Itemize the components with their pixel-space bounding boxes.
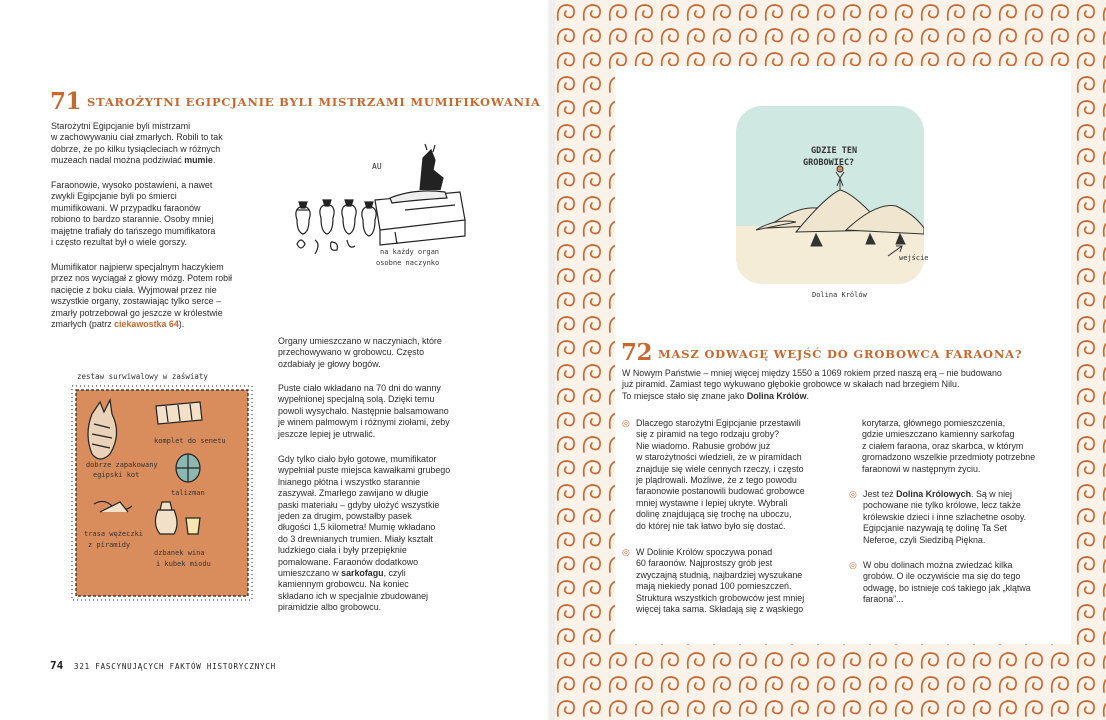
- bullet-icon: ◎: [622, 547, 630, 557]
- paragraph-tomb-structure-cont: korytarza, głównego pomieszczenia, gdzie umieszczano kamienny sarkofag z ciałem faraona, oraz skarbca, w którym gromadzono wszelkie przedmioty potrzebne faraonowi w następnym życiu.: [862, 418, 1036, 474]
- bullet-visit-tombs: ◎ W obu dolinach można zwiedzać kilka grobów. O ile oczywiście ma się do tego odwagę, bo istnieje coś takiego jak „klątwa faraona”...: [849, 560, 1031, 605]
- organ-note-line2: osobne naczynko: [376, 259, 440, 267]
- bullet-60-pharaohs: ◎ W Dolinie Królów spoczywa ponad 60 faraonów. Najprostszy grób jest zwyczajną studnią, najbardziej wyszukane mają niekiedy ponad 100 pomieszczeń. Struktura wszystkich grobowców jest mniej więcej taka sama. Składają się z wąskiego: [622, 547, 805, 615]
- valley-of-kings-illustration: [736, 106, 924, 284]
- paragraph-faraonowie: Faraonowie, wysoko postawieni, a nawet zwykli Egipcjanie byli po śmierci mumifikowani. W przypadku faraonów robiono to bardzo starannie. Osoby mniej majętne trafiały do tańszego mumifikatora i często rezultat był o wiele gorszy.: [51, 180, 216, 248]
- intro-paragraph-72: W Nowym Państwie – mniej więcej między 1550 a 1069 rokiem przed naszą erą – nie budowano już piramid. Zamiast tego wykuwano głębokie grobowce w skałach nad brzegiem Nilu. To miejsce stało się znane jako Dolina Królów.: [622, 368, 1002, 401]
- book-spine-shadow: [546, 0, 556, 720]
- valley-caption: Dolina Królów: [812, 291, 867, 299]
- kit-label-jug-1: dzbanek wina: [154, 549, 205, 557]
- bullet-icon: ◎: [849, 489, 857, 499]
- kit-label-senet: komplet do senetu: [154, 437, 226, 445]
- kit-label-talisman: talizman: [171, 489, 205, 497]
- fact-number-71: 71: [50, 88, 82, 115]
- paragraph-mumifikator: Mumifikator najpierw specjalnym haczykiem przez nos wyciągał z głowy mózg. Potem robił nacięcie z boku ciała. Wyjmował przez nie wszystkie organy, zostawiając tylko serce – zmarły potrzebował go jeszcze w królestwie zmarłych (patrz ciekawostka 64).: [51, 262, 233, 330]
- fact-title-71: STAROŻYTNI EGIPCJANIE BYLI MISTRZAMI MUMIFIKOWANIA: [87, 95, 541, 109]
- paragraph-gdy-tylko: Gdy tylko ciało było gotowe, mumifikator wypełniał puste miejsca kawałkami grubego lnianego płótna i wszystko starannie zaszywał. Zmarłego zawijano w długie paski materiału – gdyby ułożyć wszystkie jeden za drugim, powstałby pasek długości 1,5 kilometra! Mumię wkładano do 3 drewnianych trumien. Miały kształt ludzkiego ciała i były przepięknie pomalowane. Faraonów dodatkowo umieszczano w sarkofagu, czyli kamiennym grobowcu. Na koniec składano ich w specjalnie zbudowanej piramidzie albo grobowcu.: [278, 454, 451, 613]
- kit-label-cat-1: dobrze zapakowany: [86, 461, 158, 469]
- right-page: [553, 0, 1106, 720]
- bullet-why-valley: ◎ Dlaczego starożytni Egipcjanie przestawili się z piramid na tego rodzaju groby? Nie wiadomo. Rabusie grobów już w starożytności wiedzieli, że w piramidach znajduje się wiele cennych rzeczy, i często je plądrowali. Możliwe, że z tego powodu faraonowie postanowili budować grobowce mniej wystawne i lepiej ukryte. Wybrali dolinę znajdującą się trochę na uboczu, do której nie tak łatwo było się dostać.: [622, 418, 805, 531]
- kit-title: zestaw surwiwalowy w zaświaty: [77, 372, 208, 381]
- fact-number-72: 72: [621, 339, 653, 366]
- fact-title-72: MASZ ODWAGĘ WEJŚĆ DO GROBOWCA FARAONA?: [658, 347, 1023, 361]
- kit-label-straw-1: trasa wężeczki: [84, 530, 144, 538]
- paragraph-puste-cialo: Puste ciało wkładano na 70 dni do wanny wypełnionej specjalną solą. Dzięki temu powoli wysychało. Następnie balsamowano je winem palmowym i różnymi ziołami, żeby jeszcze lepiej je utrwalić.: [278, 383, 450, 439]
- bubble-text-1: GDZIE TEN: [811, 146, 858, 156]
- bubble-text-2: GROBOWIEC?: [803, 158, 855, 168]
- book-title-footer: 321 FASCYNUJĄCYCH FAKTÓW HISTORYCZNYCH: [74, 662, 276, 671]
- au-label: AU: [372, 162, 382, 171]
- kit-label-jug-2: i kubek miodu: [156, 560, 211, 568]
- organ-note-line1: na każdy organ: [380, 248, 440, 256]
- page-number: 74: [50, 659, 64, 672]
- kit-label-cat-2: egipski kot: [93, 471, 140, 479]
- survival-kit-illustration: [70, 384, 254, 604]
- paragraph-organy: Organy umieszczano w naczyniach, które przechowywano w grobowcu. Często ozdabiały je głowy bogów.: [278, 336, 442, 369]
- bullet-icon: ◎: [849, 560, 857, 570]
- reference-link-64[interactable]: ciekawostka 64: [114, 319, 179, 330]
- bullet-valley-of-queens: ◎ Jest też Dolina Królowych. Są w niej pochowane nie tylko królowe, lecz także królewskie dzieci i inne szlachetne osoby. Egipcjanie nazywają tę dolinę Ta Set Neferoe, czyli Siedzibą Piękna.: [849, 489, 1027, 545]
- intro-paragraph-71: Starożytni Egipcjanie byli mistrzami w zachowywaniu ciał zmarłych. Robili to tak dobrze, że po kilku tysiącleciach w różnych muzeach nadal można podziwiać mumie.: [51, 121, 223, 166]
- kit-label-straw-2: z piramidy: [88, 541, 131, 549]
- bullet-icon: ◎: [622, 418, 630, 428]
- entrance-label: wejście: [899, 254, 929, 262]
